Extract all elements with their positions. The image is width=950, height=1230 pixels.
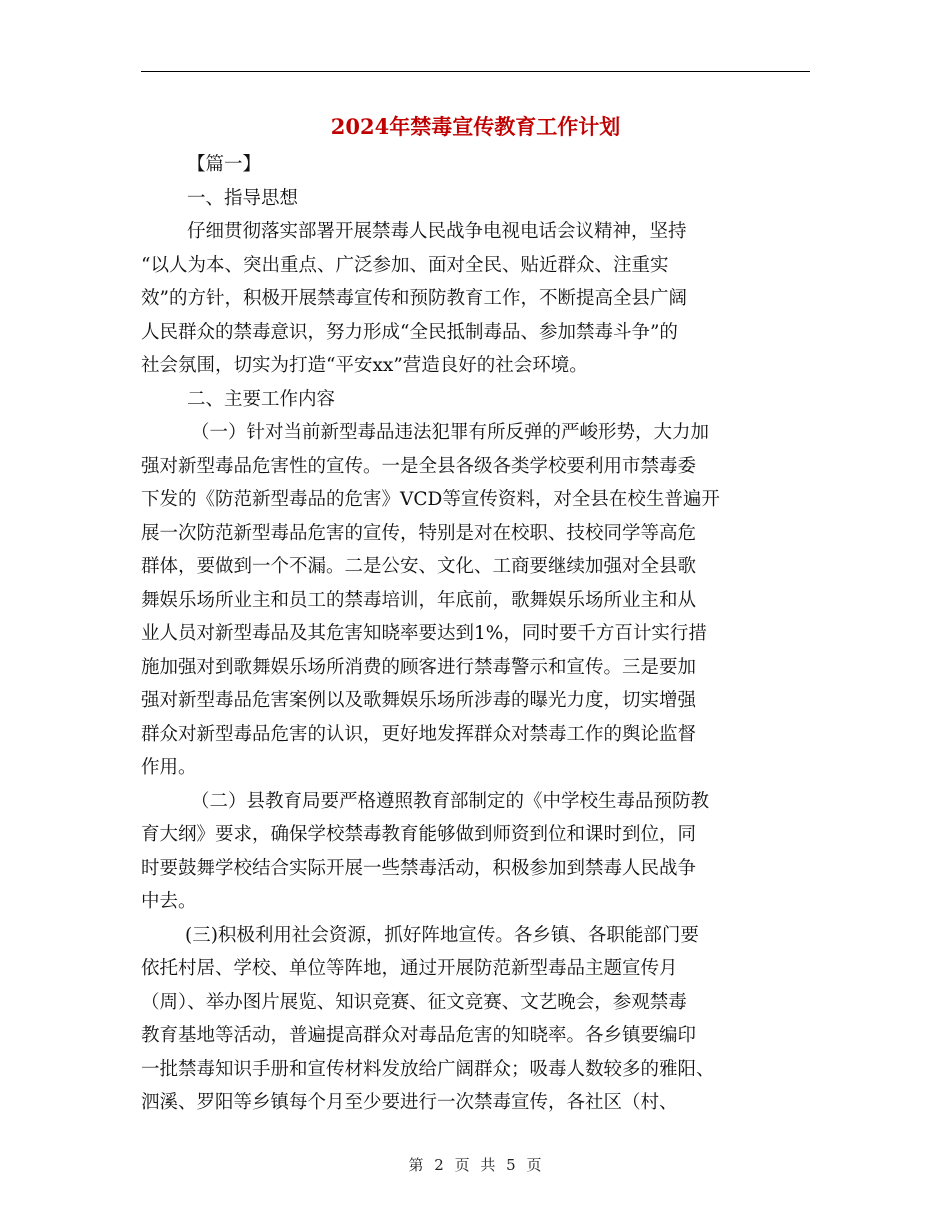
heading-main-work: 二、主要工作内容 <box>187 388 336 410</box>
paragraph-line: （二）县教育局要严格遵照教育部制定的《中学校生毒品预防教 <box>191 790 710 812</box>
header-rule <box>141 71 810 72</box>
paragraph-line: 育大纲》要求，确保学校禁毒教育能够做到师资到位和课时到位，同 <box>141 824 697 845</box>
paragraph-line: 群众对新型毒品危害的认识，更好地发挥群众对禁毒工作的舆论监督 <box>141 723 697 745</box>
paragraph-line: 展一次防范新型毒品危害的宣传，特别是对在校职、技校同学等高危 <box>141 522 697 544</box>
paragraph-line: 时要鼓舞学校结合实际开展一些禁毒活动，积极参加到禁毒人民战争 <box>141 857 697 879</box>
document-body <box>141 148 810 1120</box>
paragraph-line: (三)积极利用社会资源，抓好阵地宣传。各乡镇、各职能部门要 <box>185 924 699 946</box>
paragraph-line: 强对新型毒品危害性的宣传。一是全县各级各类学校要利用市禁毒委 <box>141 455 697 477</box>
paragraph-line: 依托村居、学校、单位等阵地，通过开展防范新型毒品主题宣传月 <box>141 958 678 979</box>
page-number-footer: 第 2 页 共 5 页 <box>408 1156 542 1174</box>
paragraph-line: 效”的方针，积极开展禁毒宣传和预防教育工作，不断提高全县广阔 <box>141 288 687 309</box>
paragraph-line: “以人为本、突出重点、广泛参加、面对全民、贴近群众、注重实 <box>141 254 669 276</box>
paragraph-line: 下发的《防范新型毒品的危害》VCD等宣传资料，对全县在校生普遍开 <box>141 489 720 510</box>
paragraph-line: 强对新型毒品危害案例以及歌舞娱乐场所涉毒的曝光力度，切实增强 <box>141 690 697 711</box>
paragraph-line: 仔细贯彻落实部署开展禁毒人民战争电视电话会议精神，坚持 <box>187 221 687 242</box>
paragraph-line: 群体，要做到一个不漏。二是公安、文化、工商要继续加强对全县歌 <box>141 556 697 577</box>
paragraph-line: 泗溪、罗阳等乡镇每个月至少要进行一次禁毒宣传，各社区（村、 <box>141 1092 678 1113</box>
paragraph-line: 作用。 <box>141 757 197 778</box>
paragraph-line: 中去。 <box>141 891 197 912</box>
paragraph-line: 施加强对到歌舞娱乐场所消费的顾客进行禁毒警示和宣传。三是要加 <box>141 656 697 678</box>
paragraph-line: 教育基地等活动，普遍提高群众对毒品危害的知晓率。各乡镇要编印 <box>141 1025 697 1046</box>
paragraph-line: 社会氛围，切实为打造“平安xx”营造良好的社会环境。 <box>141 355 588 376</box>
paragraph-line: （一）针对当前新型毒品违法犯罪有所反弹的严峻形势，大力加 <box>191 422 710 443</box>
paragraph-line: 业人员对新型毒品及其危害知晓率要达到1%，同时要千方百计实行措 <box>141 623 707 644</box>
paragraph-line: 人民群众的禁毒意识，努力形成“全民抵制毒品、参加禁毒斗争”的 <box>141 321 678 343</box>
section-label: 【篇一】 <box>187 154 262 175</box>
paragraph-line: 舞娱乐场所业主和员工的禁毒培训，年底前，歌舞娱乐场所业主和从 <box>141 589 697 611</box>
paragraph-line: 一批禁毒知识手册和宣传材料发放给广阔群众；吸毒人数较多的雅阳、 <box>141 1058 715 1080</box>
paragraph-line: （周）、举办图片展览、知识竞赛、征文竞赛、文艺晚会，参观禁毒 <box>141 991 687 1013</box>
document-title: 2024年禁毒宣传教育工作计划 <box>330 114 621 139</box>
heading-guiding-ideology: 一、指导思想 <box>187 187 299 209</box>
